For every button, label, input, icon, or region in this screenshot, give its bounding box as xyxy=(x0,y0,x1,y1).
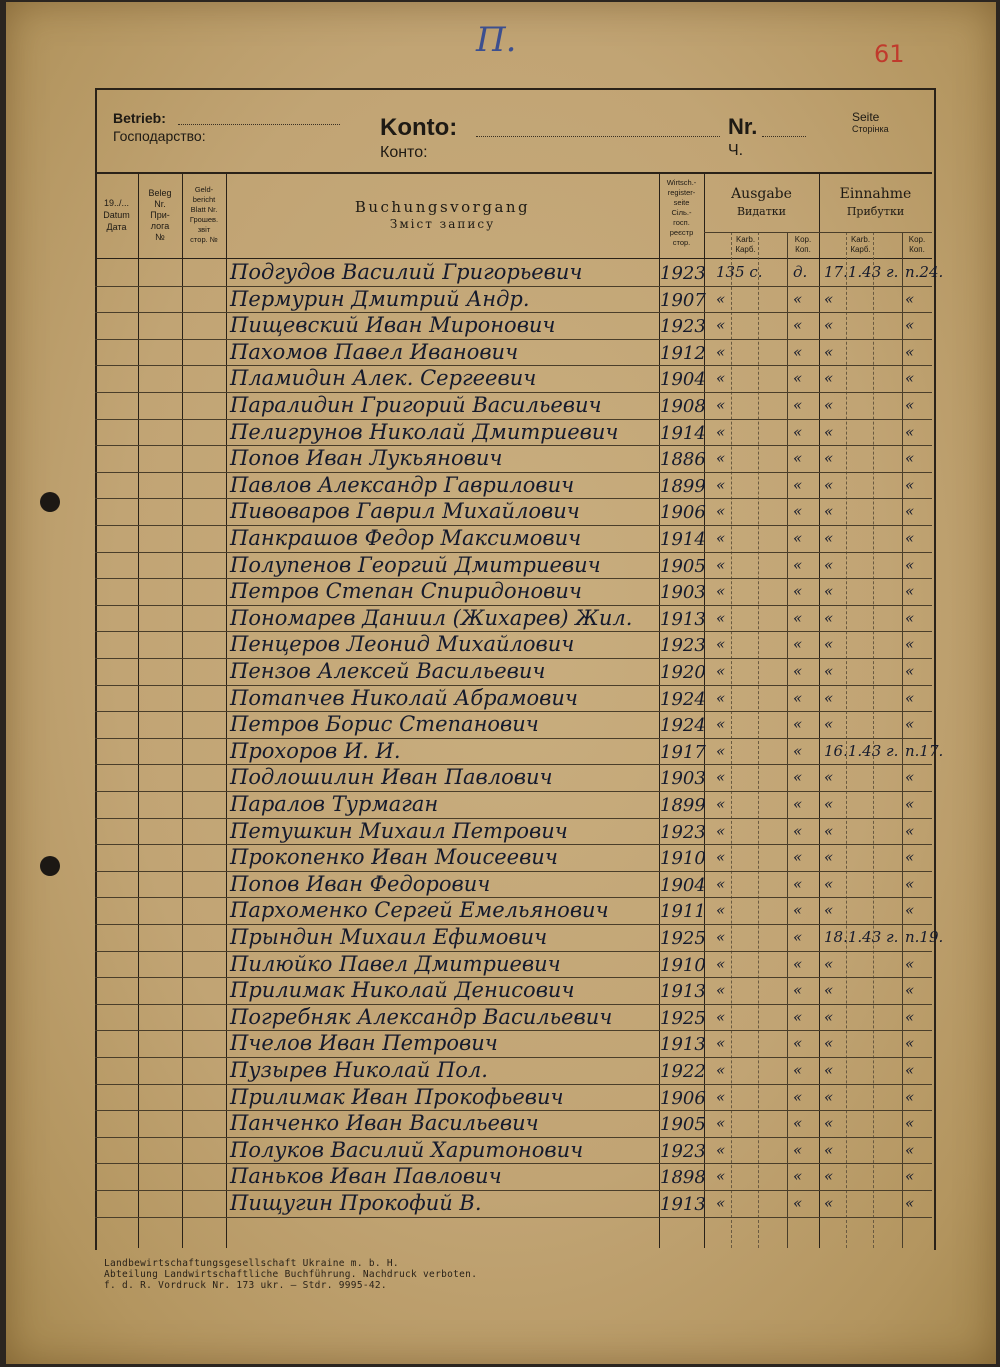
entry-mark: « xyxy=(793,635,803,654)
entry-year: 1924 xyxy=(660,715,706,737)
entry-mark: « xyxy=(824,582,834,601)
entry-year: 1899 xyxy=(660,795,706,816)
entry-name: Прокопенко Иван Моисеевич xyxy=(230,845,558,870)
entry-mark: « xyxy=(824,1061,834,1079)
karb-header: Karb. Карб. xyxy=(735,235,756,254)
entry-mark: « xyxy=(905,475,915,494)
entry-mark: « xyxy=(793,608,803,627)
entry-mark: « xyxy=(905,768,915,787)
entry-mark: « xyxy=(905,369,915,388)
entry-name: Полупенов Георгий Дмитриевич xyxy=(230,552,601,577)
entry-mark: « xyxy=(824,475,834,494)
entry-mark: « xyxy=(824,662,834,680)
entry-name: Пчелов Иван Петрович xyxy=(230,1031,498,1056)
col-line xyxy=(873,232,874,1248)
entry-mark: « xyxy=(824,1194,834,1212)
entry-mark: « xyxy=(905,316,915,335)
col-line xyxy=(819,172,820,1248)
entry-mark: « xyxy=(905,662,915,680)
entry-mark: « xyxy=(824,316,834,335)
entry-mark: « xyxy=(793,1087,803,1106)
entry-mark: п.17. xyxy=(905,741,944,760)
entry-mark: « xyxy=(905,582,915,601)
entry-mark: « xyxy=(716,768,726,787)
entry-mark: « xyxy=(793,1007,803,1026)
entry-name: Потапчев Николай Абрамович xyxy=(230,685,578,710)
punch-hole xyxy=(40,492,60,512)
entry-mark: « xyxy=(716,555,726,574)
entry-name: Пузырев Николай Пол. xyxy=(230,1058,488,1082)
entry-name: Паньков Иван Павлович xyxy=(230,1164,502,1189)
entry-mark: « xyxy=(905,821,915,840)
entry-year: 1914 xyxy=(660,422,706,444)
row-rule xyxy=(95,1030,932,1031)
entry-name: Прындин Михаил Ефимович xyxy=(230,925,548,949)
entry-mark: « xyxy=(905,1167,915,1186)
entry-mark: « xyxy=(716,821,726,840)
entry-mark: « xyxy=(905,635,915,654)
entry-mark: « xyxy=(716,582,726,601)
footer-line-3: f. d. R. Vordruck Nr. 173 ukr. — Stdr. 9995-42. xyxy=(104,1280,387,1291)
entry-mark: « xyxy=(716,848,726,867)
entry-mark: « xyxy=(793,981,803,1000)
punch-hole xyxy=(40,856,60,876)
entry-year: 1913 xyxy=(660,608,706,630)
entry-mark: « xyxy=(824,1167,834,1186)
register-header: Wirtsch.- register- seite Сіль.- госп. реєстр стор. xyxy=(666,178,697,247)
entry-mark: « xyxy=(905,342,915,361)
entry-mark: « xyxy=(905,901,915,920)
nr-label: Nr. xyxy=(728,114,758,139)
entry-mark: « xyxy=(905,422,915,441)
date-header: 19../... Datum Дата xyxy=(103,198,130,232)
geldbericht-header: Geld- bericht Blatt Nr. Грошев. звіт стор. № xyxy=(189,185,219,244)
entry-mark: « xyxy=(824,848,834,867)
entry-mark: « xyxy=(716,1007,726,1026)
entry-mark: « xyxy=(824,954,834,973)
entry-year: 1911 xyxy=(660,901,706,923)
entry-mark: « xyxy=(793,529,803,547)
row-rule xyxy=(95,445,932,446)
row-rule xyxy=(95,791,932,792)
footer-line-2: Abteilung Landwirtschaftliche Buchführung. Nachdruck verboten. xyxy=(104,1269,478,1280)
entry-mark: « xyxy=(793,369,803,388)
entry-mark: « xyxy=(716,1087,726,1106)
kop-header: Kop. Коп. xyxy=(794,235,812,254)
entry-mark: « xyxy=(905,449,915,468)
entry-mark: « xyxy=(905,289,915,308)
entry-name: Петушкин Михаил Петрович xyxy=(230,818,568,843)
col-line xyxy=(226,172,227,1248)
row-rule xyxy=(95,1217,932,1218)
entry-mark: 16.1.43 г. xyxy=(824,741,899,760)
entry-year: 1922 xyxy=(660,1061,706,1082)
entry-year: 1905 xyxy=(660,555,706,577)
einnahme-header: Einnahme xyxy=(839,186,912,202)
entry-mark: « xyxy=(793,316,803,335)
konto-label: Konto: xyxy=(380,114,458,141)
entry-mark: « xyxy=(793,1114,803,1133)
entry-mark: « xyxy=(716,475,726,494)
entry-name: Попов Иван Лукьянович xyxy=(230,446,503,471)
entry-mark: д. xyxy=(793,263,808,281)
entry-mark: « xyxy=(793,821,803,840)
entry-mark: « xyxy=(905,1114,915,1133)
entry-mark: « xyxy=(793,449,803,468)
entry-year: 1912 xyxy=(660,342,706,364)
entry-mark: « xyxy=(716,928,726,946)
entry-mark: « xyxy=(793,1140,803,1159)
entry-mark: « xyxy=(793,502,803,521)
ausgabe-header: Ausgabe xyxy=(731,186,792,202)
gospodarstvo-label: Господарство: xyxy=(113,128,206,144)
entry-mark: « xyxy=(793,422,803,441)
entry-mark: « xyxy=(824,795,834,813)
entry-year: 1907 xyxy=(660,289,706,311)
entry-mark: « xyxy=(793,901,803,920)
entry-year: 1906 xyxy=(660,502,706,524)
col-line xyxy=(758,232,759,1248)
entry-mark: « xyxy=(824,1087,834,1106)
entry-mark: « xyxy=(824,342,834,361)
entry-mark: « xyxy=(824,396,834,414)
col-line xyxy=(182,172,183,1248)
entry-year: 1903 xyxy=(660,582,706,604)
entry-mark: « xyxy=(824,529,834,547)
entry-mark: 18.1.43 г. xyxy=(824,928,899,946)
entry-mark: « xyxy=(793,768,803,787)
entry-mark: « xyxy=(824,901,834,920)
entry-mark: « xyxy=(824,1114,834,1133)
entry-name: Пензов Алексей Васильевич xyxy=(230,659,546,683)
entry-name: Пилюйко Павел Дмитриевич xyxy=(230,951,561,976)
entry-mark: « xyxy=(716,422,726,441)
entry-year: 1923 xyxy=(660,316,706,338)
kop-header: Kop. Коп. xyxy=(908,235,926,254)
entry-mark: « xyxy=(905,848,915,867)
vydatky-header: Видатки xyxy=(736,205,787,218)
entry-mark: « xyxy=(905,608,915,627)
entry-mark: « xyxy=(716,715,726,734)
entry-mark: « xyxy=(905,954,915,973)
entry-mark: « xyxy=(824,369,834,388)
entry-name: Прилимак Николай Денисович xyxy=(230,978,575,1003)
entry-year: 1910 xyxy=(660,954,706,976)
row-rule xyxy=(95,1057,932,1058)
entry-name: Погребняк Александр Васильевич xyxy=(230,1004,613,1029)
entry-year: 1917 xyxy=(660,741,706,763)
entry-mark: « xyxy=(905,874,915,893)
col-line xyxy=(902,232,903,1248)
entry-mark: « xyxy=(793,555,803,574)
entry-mark: « xyxy=(793,342,803,361)
nr-ua-label: Ч. xyxy=(728,142,744,159)
seite-label: Seite xyxy=(852,110,880,124)
entry-name: Паралов Турмаган xyxy=(230,792,439,816)
entry-year: 1886 xyxy=(660,449,706,471)
column-header-divider xyxy=(95,258,932,259)
entry-mark: « xyxy=(793,954,803,973)
entry-mark: « xyxy=(905,1034,915,1053)
entry-name: Пенцеров Леонид Михайлович xyxy=(230,632,575,657)
entry-mark: « xyxy=(716,449,726,468)
konto-line xyxy=(476,136,720,137)
entry-name: Прилимак Иван Прокофьевич xyxy=(230,1084,564,1109)
entry-year: 1914 xyxy=(660,529,706,550)
entry-name: Пищугин Прокофий В. xyxy=(230,1191,482,1215)
entry-year: 1923 xyxy=(660,821,706,843)
storinka-label: Сторінка xyxy=(852,124,889,134)
entry-mark: « xyxy=(716,289,726,308)
konto-ua-label: Конто: xyxy=(380,144,428,161)
entry-name: Попов Иван Федорович xyxy=(230,871,491,896)
entry-mark: « xyxy=(716,688,726,707)
entry-year: 1899 xyxy=(660,475,706,497)
entry-name: Павлов Александр Гаврилович xyxy=(230,472,575,497)
entry-mark: « xyxy=(716,1034,726,1053)
entry-name: Пархоменко Сергей Емельянович xyxy=(230,898,609,923)
entry-mark: « xyxy=(793,289,803,308)
entry-year: 1925 xyxy=(660,928,706,949)
entry-mark: « xyxy=(905,795,915,813)
betrieb-label: Betrieb: xyxy=(113,110,166,126)
entry-mark: « xyxy=(716,741,726,760)
entry-mark: « xyxy=(905,529,915,547)
nr-line xyxy=(762,136,806,137)
entry-mark: « xyxy=(793,795,803,813)
entry-year: 1903 xyxy=(660,768,706,790)
entry-mark: « xyxy=(793,1034,803,1053)
entry-mark: « xyxy=(905,1007,915,1026)
entry-mark: « xyxy=(716,342,726,361)
entry-mark: « xyxy=(793,928,803,946)
entry-mark: « xyxy=(793,475,803,494)
col-line xyxy=(846,232,847,1248)
entry-mark: « xyxy=(905,688,915,707)
zmist-zapysu-header: Зміст запису xyxy=(389,217,496,231)
entry-mark: « xyxy=(716,369,726,388)
page-number: 61 xyxy=(874,40,905,68)
subheader-line xyxy=(704,232,932,233)
entry-year: 1923 xyxy=(660,635,706,657)
entry-mark: п.24. xyxy=(905,263,944,281)
entry-mark: « xyxy=(716,1167,726,1186)
entry-name: Пахомов Павел Иванович xyxy=(230,339,519,364)
entry-mark: « xyxy=(716,316,726,335)
entry-mark: 17.1.43 г. xyxy=(824,263,899,281)
entry-year: 1904 xyxy=(660,369,706,391)
entry-mark: « xyxy=(716,529,726,547)
entry-year: 1898 xyxy=(660,1167,706,1189)
entry-mark: « xyxy=(716,901,726,920)
entry-name: Подгудов Василий Григорьевич xyxy=(230,260,583,284)
entry-mark: « xyxy=(716,608,726,627)
entry-mark: « xyxy=(905,1087,915,1106)
entry-mark: « xyxy=(824,502,834,521)
buchungsvorgang-header: Buchungsvorgang xyxy=(354,198,531,216)
row-rule xyxy=(95,738,932,739)
entry-name: Пивоваров Гаврил Михайлович xyxy=(230,499,580,524)
entry-year: 1925 xyxy=(660,1007,706,1029)
karb-header: Karb. Карб. xyxy=(850,235,871,254)
entry-year: 1904 xyxy=(660,874,706,896)
entry-mark: « xyxy=(824,981,834,1000)
entry-mark: « xyxy=(793,1194,803,1212)
entry-mark: « xyxy=(824,768,834,787)
entry-mark: « xyxy=(793,582,803,601)
entry-year: 1906 xyxy=(660,1087,706,1109)
entry-name: Панкрашов Федор Максимович xyxy=(230,526,582,550)
beleg-header: Beleg Nr. При- лога № xyxy=(148,188,172,242)
entry-mark: « xyxy=(905,555,915,574)
entry-mark: « xyxy=(824,555,834,574)
entry-mark: 135 с. xyxy=(716,263,763,281)
entry-mark: « xyxy=(824,1007,834,1026)
entry-mark: « xyxy=(824,1034,834,1053)
entry-mark: « xyxy=(716,874,726,893)
entry-mark: « xyxy=(793,396,803,414)
entry-mark: « xyxy=(716,954,726,973)
entry-name: Подлошилин Иван Павлович xyxy=(230,765,553,790)
footer-line-1: Landbewirtschaftungsgesellschaft Ukraine m. b. H. xyxy=(104,1258,399,1269)
entry-mark: « xyxy=(824,289,834,308)
entry-year: 1913 xyxy=(660,1194,706,1215)
entry-name: Пермурин Дмитрий Андр. xyxy=(230,286,530,311)
entry-mark: « xyxy=(824,635,834,654)
entry-name: Паралидин Григорий Васильевич xyxy=(230,393,602,417)
entry-year: 1923 xyxy=(660,263,706,284)
entry-name: Полуков Василий Харитонович xyxy=(230,1137,584,1162)
section-letter: П. xyxy=(476,20,517,60)
entry-mark: « xyxy=(905,1061,915,1079)
row-rule xyxy=(95,1163,932,1164)
entry-year: 1913 xyxy=(660,981,706,1003)
entry-mark: « xyxy=(824,608,834,627)
entry-mark: « xyxy=(716,662,726,680)
entry-mark: « xyxy=(905,502,915,521)
entry-mark: « xyxy=(824,688,834,707)
entry-mark: « xyxy=(824,422,834,441)
entry-mark: « xyxy=(793,741,803,760)
col-line xyxy=(138,172,139,1248)
entry-name: Панченко Иван Васильевич xyxy=(230,1111,539,1136)
prybutky-header: Прибутки xyxy=(846,205,905,218)
entry-year: 1908 xyxy=(660,396,706,417)
row-rule xyxy=(95,1190,932,1191)
betrieb-line xyxy=(178,124,340,125)
entry-mark: « xyxy=(905,396,915,414)
entry-year: 1923 xyxy=(660,1140,706,1162)
entry-name: Петров Борис Степанович xyxy=(230,712,539,737)
row-rule xyxy=(95,871,932,872)
entry-mark: « xyxy=(793,688,803,707)
entry-mark: « xyxy=(905,981,915,1000)
entry-mark: « xyxy=(824,449,834,468)
entry-mark: « xyxy=(824,1140,834,1159)
entry-mark: « xyxy=(824,715,834,734)
entry-mark: « xyxy=(716,1061,726,1079)
entry-mark: « xyxy=(793,1061,803,1079)
entry-mark: « xyxy=(793,848,803,867)
entry-mark: « xyxy=(905,1194,915,1212)
entry-mark: « xyxy=(716,396,726,414)
entry-name: Пламидин Алек. Сергеевич xyxy=(230,366,537,391)
entry-name: Прохоров И. И. xyxy=(230,738,401,763)
entry-mark: « xyxy=(716,795,726,813)
col-line xyxy=(787,232,788,1248)
entry-mark: « xyxy=(905,1140,915,1159)
entry-name: Пономарев Даниил (Жихарев) Жил. xyxy=(230,605,633,630)
entry-name: Пищевский Иван Миронович xyxy=(230,313,556,338)
entry-mark: « xyxy=(793,1167,803,1186)
entry-mark: « xyxy=(716,502,726,521)
entry-year: 1924 xyxy=(660,688,706,710)
entry-mark: « xyxy=(716,635,726,654)
entry-name: Пелигрунов Николай Дмитриевич xyxy=(230,419,619,444)
header-divider xyxy=(95,172,932,174)
entry-mark: « xyxy=(716,1194,726,1212)
entry-mark: « xyxy=(824,821,834,840)
entry-mark: « xyxy=(793,874,803,893)
entry-year: 1905 xyxy=(660,1114,706,1136)
entry-year: 1920 xyxy=(660,662,706,683)
entry-mark: « xyxy=(716,981,726,1000)
entry-year: 1910 xyxy=(660,848,706,870)
entry-mark: « xyxy=(905,715,915,734)
entry-mark: « xyxy=(793,662,803,680)
entry-mark: « xyxy=(716,1114,726,1133)
entry-mark: п.19. xyxy=(905,928,944,946)
entry-year: 1913 xyxy=(660,1034,706,1056)
entry-mark: « xyxy=(793,715,803,734)
entry-mark: « xyxy=(716,1140,726,1159)
entry-name: Петров Степан Спиридонович xyxy=(230,579,582,604)
col-line xyxy=(731,232,732,1248)
entry-mark: « xyxy=(824,874,834,893)
